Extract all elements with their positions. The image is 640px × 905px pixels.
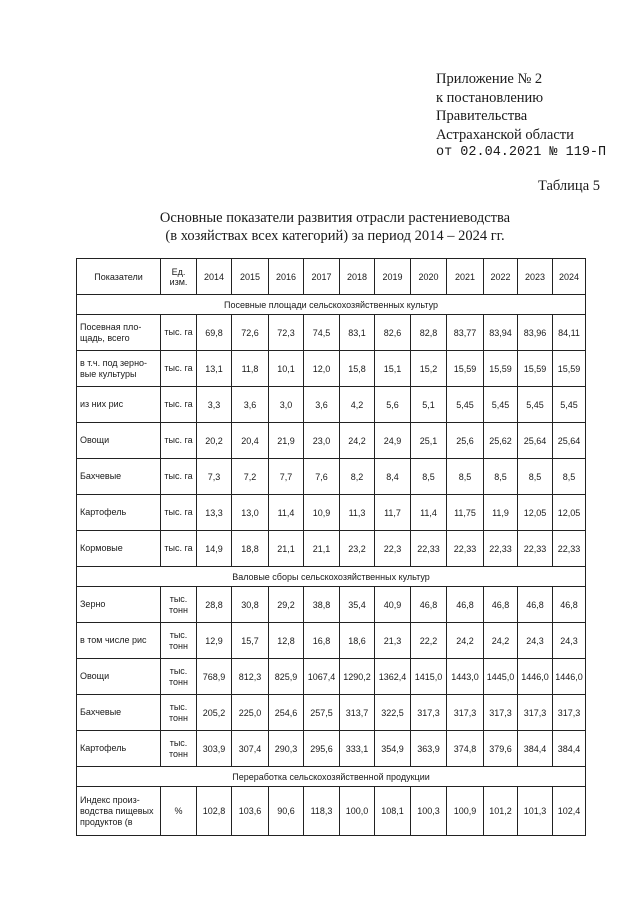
value-cell: 16,8	[304, 623, 340, 659]
value-cell: 83,94	[484, 315, 518, 351]
value-cell: 21,1	[304, 531, 340, 567]
unit-cell: тыс. тонн	[161, 731, 197, 767]
value-cell: 5,6	[375, 387, 411, 423]
value-cell: 25,6	[447, 423, 484, 459]
value-cell: 317,3	[553, 695, 586, 731]
value-cell: 46,8	[411, 587, 447, 623]
value-cell: 23,2	[340, 531, 375, 567]
table-row	[77, 659, 586, 695]
section-title: Переработка сельскохозяйственной продукции	[77, 767, 586, 787]
value-cell: 46,8	[447, 587, 484, 623]
value-cell: 15,1	[375, 351, 411, 387]
header-year: 2015	[232, 259, 269, 295]
unit-cell: тыс. тонн	[161, 659, 197, 695]
indicator-name: Картофель	[77, 731, 161, 767]
value-cell: 25,64	[553, 423, 586, 459]
value-cell: 768,9	[197, 659, 232, 695]
indicator-name: Посевная пло-щадь, всего	[77, 315, 161, 351]
value-cell: 90,6	[269, 787, 304, 836]
value-cell: 10,1	[269, 351, 304, 387]
value-cell: 18,8	[232, 531, 269, 567]
value-cell: 11,4	[411, 495, 447, 531]
indicator-name: в т.ч. под зерно-вые культуры	[77, 351, 161, 387]
value-cell: 1443,0	[447, 659, 484, 695]
value-cell: 46,8	[518, 587, 553, 623]
value-cell: 22,33	[553, 531, 586, 567]
value-cell: 84,11	[553, 315, 586, 351]
value-cell: 8,2	[340, 459, 375, 495]
value-cell: 13,0	[232, 495, 269, 531]
section-row	[77, 295, 586, 315]
value-cell: 108,1	[375, 787, 411, 836]
value-cell: 24,9	[375, 423, 411, 459]
table-row	[77, 315, 586, 351]
value-cell: 1445,0	[484, 659, 518, 695]
value-cell: 22,33	[411, 531, 447, 567]
value-cell: 1290,2	[340, 659, 375, 695]
value-cell: 101,2	[484, 787, 518, 836]
indicator-name: из них рис	[77, 387, 161, 423]
value-cell: 5,45	[484, 387, 518, 423]
unit-cell: тыс. га	[161, 423, 197, 459]
value-cell: 69,8	[197, 315, 232, 351]
section-title: Посевные площади сельскохозяйственных культур	[77, 295, 586, 315]
header-year: 2014	[197, 259, 232, 295]
value-cell: 118,3	[304, 787, 340, 836]
appendix-line: к постановлению	[436, 89, 544, 106]
value-cell: 1362,4	[375, 659, 411, 695]
value-cell: 5,45	[518, 387, 553, 423]
value-cell: 257,5	[304, 695, 340, 731]
value-cell: 72,3	[269, 315, 304, 351]
indicator-name: Овощи	[77, 659, 161, 695]
value-cell: 22,33	[447, 531, 484, 567]
value-cell: 29,2	[269, 587, 304, 623]
value-cell: 25,64	[518, 423, 553, 459]
value-cell: 22,2	[411, 623, 447, 659]
header-year: 2022	[484, 259, 518, 295]
value-cell: 5,1	[411, 387, 447, 423]
value-cell: 317,3	[518, 695, 553, 731]
value-cell: 23,0	[304, 423, 340, 459]
header-year: 2018	[340, 259, 375, 295]
table-row	[77, 731, 586, 767]
value-cell: 21,9	[269, 423, 304, 459]
value-cell: 354,9	[375, 731, 411, 767]
value-cell: 22,33	[518, 531, 553, 567]
value-cell: 12,0	[304, 351, 340, 387]
table-row	[77, 423, 586, 459]
table-row	[77, 459, 586, 495]
value-cell: 24,3	[553, 623, 586, 659]
value-cell: 83,77	[447, 315, 484, 351]
value-cell: 35,4	[340, 587, 375, 623]
header-year: 2021	[447, 259, 484, 295]
header-year: 2024	[553, 259, 586, 295]
value-cell: 825,9	[269, 659, 304, 695]
table-title	[130, 209, 540, 245]
unit-cell: тыс. га	[161, 459, 197, 495]
value-cell: 18,6	[340, 623, 375, 659]
value-cell: 15,59	[518, 351, 553, 387]
value-cell: 15,59	[447, 351, 484, 387]
indicator-name: Кормовые	[77, 531, 161, 567]
value-cell: 322,5	[375, 695, 411, 731]
value-cell: 46,8	[553, 587, 586, 623]
value-cell: 21,3	[375, 623, 411, 659]
value-cell: 8,5	[484, 459, 518, 495]
value-cell: 295,6	[304, 731, 340, 767]
value-cell: 8,5	[411, 459, 447, 495]
value-cell: 12,9	[197, 623, 232, 659]
value-cell: 28,8	[197, 587, 232, 623]
value-cell: 12,8	[269, 623, 304, 659]
value-cell: 40,9	[375, 587, 411, 623]
value-cell: 1415,0	[411, 659, 447, 695]
value-cell: 74,5	[304, 315, 340, 351]
value-cell: 317,3	[484, 695, 518, 731]
value-cell: 254,6	[269, 695, 304, 731]
value-cell: 10,9	[304, 495, 340, 531]
indicator-name: в том числе рис	[77, 623, 161, 659]
value-cell: 11,4	[269, 495, 304, 531]
unit-cell: тыс. тонн	[161, 587, 197, 623]
value-cell: 3,0	[269, 387, 304, 423]
value-cell: 11,8	[232, 351, 269, 387]
unit-cell: %	[161, 787, 197, 836]
value-cell: 30,8	[232, 587, 269, 623]
value-cell: 8,4	[375, 459, 411, 495]
table-row	[77, 695, 586, 731]
table-row	[77, 351, 586, 387]
value-cell: 205,2	[197, 695, 232, 731]
section-row	[77, 767, 586, 787]
table-row	[77, 587, 586, 623]
value-cell: 13,3	[197, 495, 232, 531]
unit-cell: тыс. га	[161, 531, 197, 567]
value-cell: 363,9	[411, 731, 447, 767]
value-cell: 333,1	[340, 731, 375, 767]
value-cell: 101,3	[518, 787, 553, 836]
indicator-name: Картофель	[77, 495, 161, 531]
value-cell: 15,2	[411, 351, 447, 387]
value-cell: 100,9	[447, 787, 484, 836]
value-cell: 11,9	[484, 495, 518, 531]
value-cell: 5,45	[553, 387, 586, 423]
table-row	[77, 623, 586, 659]
value-cell: 7,6	[304, 459, 340, 495]
value-cell: 46,8	[484, 587, 518, 623]
value-cell: 100,3	[411, 787, 447, 836]
value-cell: 15,7	[232, 623, 269, 659]
table-row	[77, 495, 586, 531]
value-cell: 8,5	[447, 459, 484, 495]
value-cell: 4,2	[340, 387, 375, 423]
value-cell: 103,6	[232, 787, 269, 836]
header-year: 2020	[411, 259, 447, 295]
value-cell: 25,1	[411, 423, 447, 459]
indicators-table	[76, 258, 586, 836]
value-cell: 24,2	[447, 623, 484, 659]
unit-cell: тыс. га	[161, 351, 197, 387]
value-cell: 11,3	[340, 495, 375, 531]
value-cell: 100,0	[340, 787, 375, 836]
value-cell: 7,2	[232, 459, 269, 495]
indicator-name: Бахчевые	[77, 459, 161, 495]
section-row	[77, 567, 586, 587]
value-cell: 11,75	[447, 495, 484, 531]
value-cell: 20,4	[232, 423, 269, 459]
table-label: Таблица 5	[537, 178, 600, 194]
value-cell: 15,59	[484, 351, 518, 387]
value-cell: 303,9	[197, 731, 232, 767]
value-cell: 307,4	[232, 731, 269, 767]
value-cell: 83,1	[340, 315, 375, 351]
header-year: 2017	[304, 259, 340, 295]
value-cell: 7,3	[197, 459, 232, 495]
header-indicator: Показатели	[77, 259, 161, 295]
appendix-line: Астраханской области	[436, 126, 574, 143]
table-body	[77, 295, 586, 836]
value-cell: 225,0	[232, 695, 269, 731]
value-cell: 379,6	[484, 731, 518, 767]
value-cell: 384,4	[553, 731, 586, 767]
header-year: 2019	[375, 259, 411, 295]
value-cell: 12,05	[518, 495, 553, 531]
section-title: Валовые сборы сельскохозяйственных культур	[77, 567, 586, 587]
value-cell: 14,9	[197, 531, 232, 567]
unit-cell: тыс. тонн	[161, 695, 197, 731]
value-cell: 7,7	[269, 459, 304, 495]
value-cell: 290,3	[269, 731, 304, 767]
value-cell: 12,05	[553, 495, 586, 531]
unit-cell: тыс. га	[161, 387, 197, 423]
value-cell: 8,5	[518, 459, 553, 495]
value-cell: 15,59	[553, 351, 586, 387]
table-row	[77, 387, 586, 423]
indicator-name: Индекс произ-водства пищевых продуктов (в	[77, 787, 161, 836]
value-cell: 3,3	[197, 387, 232, 423]
value-cell: 38,8	[304, 587, 340, 623]
value-cell: 8,5	[553, 459, 586, 495]
appendix-line: Правительства	[436, 108, 528, 124]
appendix-block	[436, 70, 606, 163]
indicator-name: Зерно	[77, 587, 161, 623]
value-cell: 72,6	[232, 315, 269, 351]
value-cell: 1446,0	[518, 659, 553, 695]
value-cell: 22,33	[484, 531, 518, 567]
value-cell: 3,6	[232, 387, 269, 423]
value-cell: 102,4	[553, 787, 586, 836]
value-cell: 317,3	[411, 695, 447, 731]
value-cell: 25,62	[484, 423, 518, 459]
value-cell: 82,6	[375, 315, 411, 351]
table-header-row	[77, 259, 586, 295]
decree-reference: от 02.04.2021 № 119-П	[436, 145, 607, 160]
value-cell: 22,3	[375, 531, 411, 567]
value-cell: 15,8	[340, 351, 375, 387]
table-row	[77, 531, 586, 567]
value-cell: 102,8	[197, 787, 232, 836]
unit-cell: тыс. га	[161, 495, 197, 531]
value-cell: 83,96	[518, 315, 553, 351]
value-cell: 374,8	[447, 731, 484, 767]
title-line: (в хозяйствах всех категорий) за период 2014 – 2024 гг.	[165, 228, 505, 244]
value-cell: 313,7	[340, 695, 375, 731]
value-cell: 24,2	[484, 623, 518, 659]
value-cell: 13,1	[197, 351, 232, 387]
unit-cell: тыс. тонн	[161, 623, 197, 659]
header-year: 2016	[269, 259, 304, 295]
value-cell: 82,8	[411, 315, 447, 351]
value-cell: 5,45	[447, 387, 484, 423]
unit-cell: тыс. га	[161, 315, 197, 351]
header-unit: Ед. изм.	[161, 259, 197, 295]
value-cell: 20,2	[197, 423, 232, 459]
value-cell: 384,4	[518, 731, 553, 767]
table-row	[77, 787, 586, 836]
appendix-line: Приложение № 2	[436, 71, 543, 87]
title-line: Основные показатели развития отрасли растениеводства	[159, 210, 511, 226]
value-cell: 24,3	[518, 623, 553, 659]
indicator-name: Овощи	[77, 423, 161, 459]
value-cell: 21,1	[269, 531, 304, 567]
value-cell: 24,2	[340, 423, 375, 459]
value-cell: 11,7	[375, 495, 411, 531]
value-cell: 3,6	[304, 387, 340, 423]
indicator-name: Бахчевые	[77, 695, 161, 731]
value-cell: 1067,4	[304, 659, 340, 695]
value-cell: 1446,0	[553, 659, 586, 695]
header-year: 2023	[518, 259, 553, 295]
value-cell: 317,3	[447, 695, 484, 731]
value-cell: 812,3	[232, 659, 269, 695]
